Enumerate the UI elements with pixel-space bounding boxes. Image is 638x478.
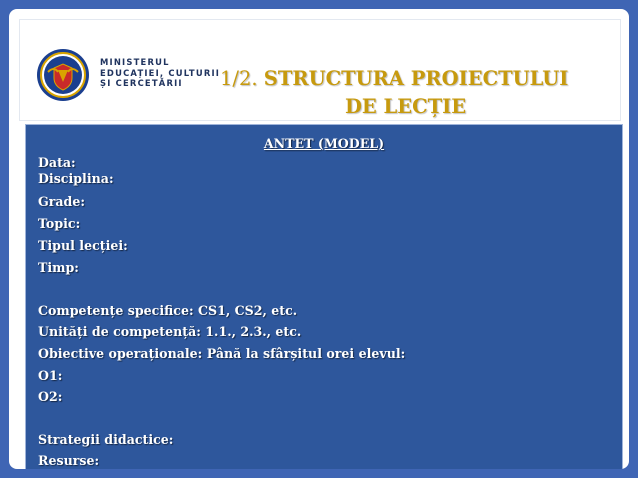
- field-obiective: Obiective operaționale: Până la sfârșitul orei elevul:: [38, 346, 406, 361]
- field-data: Data:: [38, 155, 76, 170]
- header-template-box: [25, 124, 623, 469]
- field-tipul-lectiei: Tipul lecției:: [38, 238, 128, 253]
- field-topic: Topic:: [38, 216, 81, 231]
- title-number: 1/2.: [220, 67, 258, 90]
- field-disciplina: Disciplina:: [38, 171, 114, 186]
- field-resurse: Resurse:: [38, 453, 100, 468]
- coat-of-arms-icon: [36, 48, 90, 102]
- field-grade: Grade:: [38, 194, 86, 209]
- field-strategii: Strategii didactice:: [38, 432, 174, 447]
- field-competente: Competențe specifice: CS1, CS2, etc.: [38, 303, 298, 318]
- field-timp: Timp:: [38, 260, 79, 275]
- title-line-1: STRUCTURA PROIECTULUI: [263, 67, 569, 90]
- slide-title: [220, 65, 620, 121]
- ministry-name: [100, 57, 220, 89]
- template-heading: ANTET (MODEL): [263, 136, 385, 151]
- ministry-line-3: ȘI CERCETĂRII: [100, 78, 183, 89]
- ministry-line-2: EDUCAȚIEI, CULTURII: [100, 67, 221, 78]
- field-o1: O1:: [38, 368, 63, 383]
- field-unitati: Unități de competență: 1.1., 2.3., etc.: [38, 324, 302, 339]
- title-line-2: DE LECȚIE: [345, 95, 467, 118]
- slide: [9, 9, 629, 469]
- header-band: [19, 19, 621, 121]
- field-o2: O2:: [38, 389, 63, 404]
- ministry-line-1: MINISTERUL: [100, 57, 170, 67]
